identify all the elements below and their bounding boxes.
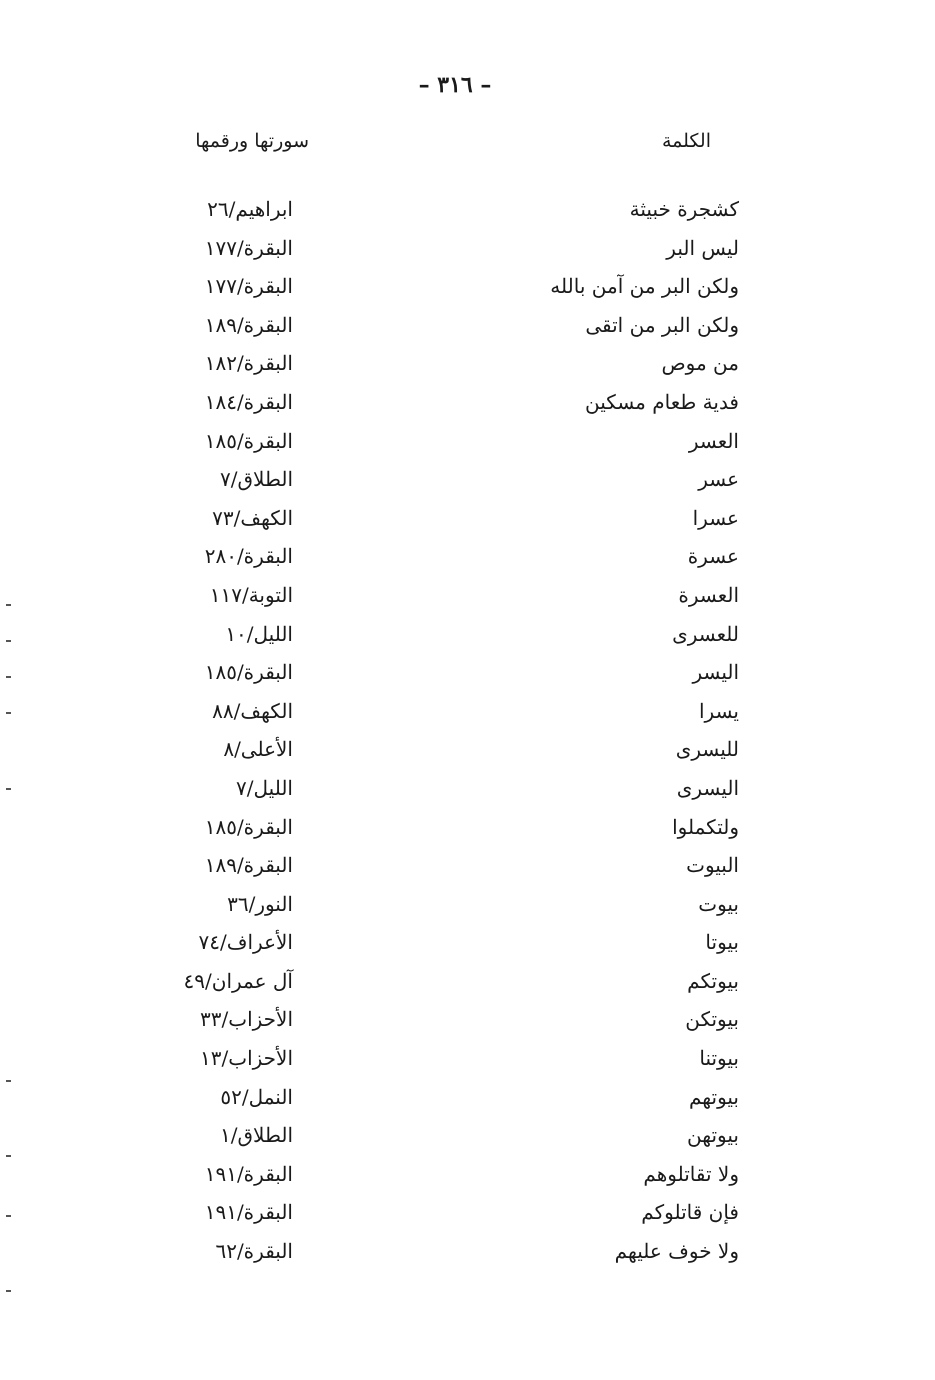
- entry-word: اليسر: [692, 660, 739, 685]
- entry-row: [0, 192, 935, 231]
- entry-word: عسرا: [692, 505, 739, 530]
- entry-reference: النور/٣٦: [227, 891, 293, 916]
- entry-row: [0, 385, 935, 424]
- entry-word: ولا تقاتلوهم: [643, 1161, 739, 1186]
- entry-reference: البقرة/١٨٤: [204, 389, 293, 414]
- entry-word: بيوتهن: [687, 1123, 739, 1148]
- entry-word: بيوتكن: [685, 1007, 739, 1032]
- entry-row: [0, 231, 935, 270]
- entry-row: [0, 1041, 935, 1080]
- entry-reference: الأعلى/٨: [223, 737, 293, 762]
- entry-word: ولكن البر من آمن بالله: [550, 274, 739, 299]
- entry-word: اليسرى: [676, 775, 739, 800]
- entry-row: [0, 617, 935, 656]
- entry-word: فإن قاتلوكم: [641, 1200, 739, 1225]
- entry-row: [0, 848, 935, 887]
- entry-reference: الطلاق/١: [220, 1123, 293, 1148]
- entry-row: [0, 346, 935, 385]
- entry-word: عسرة: [687, 544, 739, 569]
- entry-row: [0, 694, 935, 733]
- entry-word: من موص: [661, 351, 739, 376]
- entry-reference: البقرة/١٩١: [204, 1161, 293, 1186]
- entry-row: [0, 539, 935, 578]
- entry-word: العسرة: [678, 582, 739, 607]
- reference-column-header: سورتها ورقمها: [195, 130, 309, 152]
- entry-reference: التوبة/١١٧: [209, 582, 293, 607]
- entry-row: [0, 771, 935, 810]
- entry-row: [0, 964, 935, 1003]
- margin-mark: [6, 640, 11, 642]
- entry-reference: البقرة/١٨٩: [204, 312, 293, 337]
- margin-mark: [6, 1215, 11, 1217]
- entry-row: [0, 1195, 935, 1234]
- entries-list: [0, 192, 935, 1273]
- entry-reference: البقرة/١٨٩: [204, 853, 293, 878]
- entry-row: [0, 1080, 935, 1119]
- entry-reference: البقرة/١٧٧: [204, 235, 293, 260]
- entry-reference: البقرة/١٨٥: [204, 428, 293, 453]
- entry-word: ولتكملوا: [672, 814, 739, 839]
- margin-mark: [6, 1155, 11, 1157]
- entry-word: بيوتهم: [688, 1084, 739, 1109]
- entry-word: للعسرى: [672, 621, 739, 646]
- entry-row: [0, 1234, 935, 1273]
- entry-reference: الليل/٧: [236, 775, 293, 800]
- entry-reference: البقرة/١٨٢: [204, 351, 293, 376]
- entry-row: [0, 732, 935, 771]
- entry-reference: البقرة/٢٨٠: [204, 544, 293, 569]
- margin-mark: [6, 604, 11, 606]
- margin-mark: [6, 712, 11, 714]
- entry-reference: البقرة/١٩١: [204, 1200, 293, 1225]
- margin-mark: [6, 1080, 11, 1082]
- entry-reference: النمل/٥٢: [220, 1084, 293, 1109]
- entry-row: [0, 887, 935, 926]
- entry-reference: ابراهيم/٢٦: [207, 197, 293, 221]
- entry-word: العسر: [688, 428, 739, 453]
- entry-word: يسرا: [699, 698, 739, 723]
- entry-word: بيوتا: [705, 930, 739, 955]
- entry-word: لليسرى: [675, 737, 739, 762]
- margin-mark: [6, 1290, 11, 1292]
- entry-word: فدية طعام مسكين: [585, 389, 739, 414]
- entry-reference: الكهف/٨٨: [212, 698, 293, 723]
- entry-row: [0, 501, 935, 540]
- entry-row: [0, 925, 935, 964]
- entry-row: [0, 1118, 935, 1157]
- entry-word: بيوت: [698, 891, 739, 916]
- entry-word: كشجرة خبيثة: [629, 197, 739, 221]
- entry-word: ولكن البر من اتقى: [585, 312, 739, 337]
- entry-row: [0, 424, 935, 463]
- entry-reference: آل عمران/٤٩: [183, 968, 293, 993]
- entry-row: [0, 1002, 935, 1041]
- entry-reference: البقرة/١٨٥: [204, 814, 293, 839]
- word-column-header: الكلمة: [661, 130, 711, 152]
- entry-row: [0, 308, 935, 347]
- entry-word: بيوتنا: [699, 1046, 739, 1071]
- entry-word: البيوت: [686, 853, 739, 878]
- margin-mark: [6, 788, 11, 790]
- entry-reference: البقرة/١٧٧: [204, 274, 293, 299]
- entry-word: بيوتكم: [687, 968, 739, 993]
- entry-reference: الأعراف/٧٤: [198, 930, 293, 955]
- page-number: – ٣١٦ –: [418, 72, 492, 98]
- entry-row: [0, 578, 935, 617]
- margin-mark: [6, 676, 11, 678]
- entry-reference: الأحزاب/٣٣: [200, 1007, 293, 1032]
- entry-word: عسر: [698, 467, 739, 492]
- entry-reference: الليل/١٠: [225, 621, 293, 646]
- entry-reference: الطلاق/٧: [220, 467, 293, 492]
- entry-row: [0, 269, 935, 308]
- entry-row: [0, 1157, 935, 1196]
- entry-row: [0, 655, 935, 694]
- entry-reference: الكهف/٧٣: [212, 505, 293, 530]
- entry-word: ولا خوف عليهم: [614, 1239, 739, 1264]
- entry-word: ليس البر: [666, 235, 739, 260]
- entry-row: [0, 462, 935, 501]
- entry-reference: البقرة/١٨٥: [204, 660, 293, 685]
- entry-reference: البقرة/٦٢: [215, 1239, 293, 1264]
- entry-reference: الأحزاب/١٣: [200, 1046, 293, 1071]
- entry-row: [0, 810, 935, 849]
